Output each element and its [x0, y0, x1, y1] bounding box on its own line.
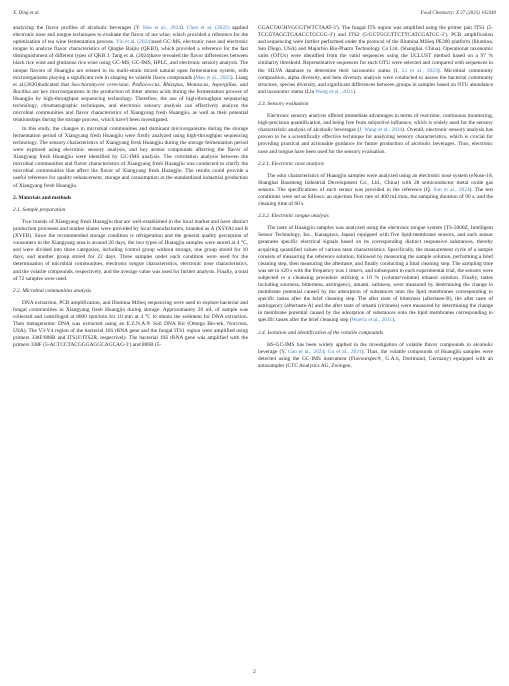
page-number: 2: [253, 669, 256, 675]
citation-link[interactable]: Chen et al. (2022): [186, 25, 230, 31]
subsection-title-electronic-nose: 2.3.1. Electronic nose analysis: [258, 160, 324, 167]
citation-link[interactable]: Li et al., 2023: [402, 67, 438, 74]
text-run: applied electronic nose and tongue techniques to evaluate the flavor of tea wine, which provided a reference for the optimization of tea wine fermentation process.: [13, 25, 249, 46]
intro-paragraph-2: In this study, the changes in microbial communities and dominant microorganisms during the storage fermentation period of Xiangyang fresh Huangjiu were firstly analyzed using high-throughput sequencing technology. The sensory characteristics of Xiangyang fresh Huangjiu during the storage fermentation period were explored using electronic sensory analysis, and key aroma compounds affecting the flavor of Xiangyang fresh Huangjiu were identified by GC-IMS analysis. The correlation analysis between the microbial communities and flavor characteristics of Xiangyang fresh Huangjiu was conducted to clarify the microbial communities that affect the flavor of Xiangyang fresh Huangjiu. The results could provide a useful reference for quality enhancement, storage and consumption in the standardized industrial production of Xiangyang fresh Huangjiu.: [13, 125, 248, 189]
citation-link[interactable]: Woertz et al., 2011: [351, 317, 393, 324]
citation-link[interactable]: Gao et al., 2024: [287, 348, 325, 355]
text-run: ). Overall, electronic sensory analysis has proven to be a scientifically effective technique for analyzing sensory characteristics, which is crucial for providing practical and actionable guidance for future production of alcoholic beverages. Thus, electronic nose and tongue have been used for the sensory evaluation.: [258, 127, 493, 155]
citation-link[interactable]: Hao et al., 2024: [142, 25, 182, 31]
primer-paragraph: [258, 25, 493, 96]
running-header-journal: Food Chemistry: X 27 (2025) 102340: [420, 11, 496, 16]
electronic-tongue-paragraph: [258, 225, 493, 324]
citation-link[interactable]: Sun et al., 2024: [433, 186, 470, 193]
text-run: The odor characteristics of Huangjiu samples were analyzed using an electronic nose system (eNose-18, Shanghai Baosheng Industrial Development Co., Ltd., China) with 28 semiconductor metal oxide gas sensors. The specifications of each sensor was provided in the reference (Q.: [258, 172, 493, 193]
subsection-title-microbial: 2.2. Microbial communities analysis: [13, 287, 92, 294]
electronic-nose-paragraph: [258, 173, 493, 208]
citation-link[interactable]: Mao et al., 2025: [195, 74, 231, 81]
running-header-authors: X. Ding et al.: [13, 11, 40, 16]
microbial-paragraph: DNA extraction, PCR amplification, and Illumina MiSeq sequencing were used to explore bacterial and fungal communities in Xiangyang fresh Huangjiu during storage. Approximately 20 mL of sample was collected and centrifuged at 8000 rpm/min for 10 min at 4 °C to obtain the sediment for DNA extraction. Then metagenomic DNA was extracted using an E.Z.N.A.® Soil DNA Kit (Omega Bio-tek, Norcross, USA). The V3-V4 region of the bacterial 16S rRNA gene and the fungal ITS1 region were amplified using primers 338F/806R and ITS1F/ITS2R, respectively. The bacterial 16S rRNA gene was amplified with the primers 338F (5-ACTCCTACGGGAGGCAGCAG-3′) and 806R (5-: [13, 299, 248, 349]
text-run: used GC-MS, electronic nose and electronic tongue to analyze flavor characteristics of Qingke Baijiu (QKBJ), which provided a reference for the fast distinguishment of different types of QKB J. Tang et al. (2024)have revealed the flavor differences between black rice wine and glutinous rice wine using GC-MS, GC-IMS, HPLC, and electronic sensory analysis. The unique flavors of Huangjiu are related to its multi-strain mixed natural open fermentation system, with microorganisms playing a significant role in shaping its volatile flavor compounds (: [13, 39, 248, 81]
text-run: ). Microbial community composition, alpha diversity, and beta diversity analysis were conducted to assess the bacterial community structure, species diversity, and significant differences between groups in samples based on OTU abundance and taxonomic status (Lin: [258, 67, 494, 95]
text-run: Electronic sensory analysis offered immediate advantages in terms of real-time, continuous monitoring, high-precision quantification, and being free from subjective influence, which is widely used for the sensory characteristic analysis of alcoholic beverages (: [258, 113, 493, 134]
text-run: GGACTACHVGGGTWTCTAAT-3′). The fungal ITS region was amplified using the primer pair ITS1 (5-TCCGTAGGTGAACCTGCGG-3′) and ITS2 (5-GCTGCGTTCTTCATCGATGC-3′). PCR amplification and sequencing were further performed under the protocol of the Illumina MiSeq PE300 platform (Illumina, San Diego, USA) and Majorbio Bio-Pharm Technology Co Ltd. (Shanghai, China). Operational taxonomic units (OTUs) were identified from the valid sequences using the UCLUST method based on a 97 % similarity threshold. Representative sequences for each OTU were selected and compared with sequences in the SILVA database to determine their taxonomic status (J.: [258, 25, 493, 74]
text-run: HS-GC-IMS has been widely applied in the investigation of volatile flavor compounds in alcoholic beverage (Y.: [258, 341, 493, 355]
subsection-title-electronic-tongue: 2.3.2. Electronic tongue analysis: [258, 213, 329, 220]
text-run: The taste of Huangjiu samples was analyzed using the electronic tongue system (TS-5000Z, Intelligent Sensor Technology, Inc., Kanagawa, Japan) equipped with five lipid-membrane sensors, and each sensor generates specific electrical signals based on its corresponding distinct responsive substances, thereby acquiring quantified values of various taste characteristics. Specifically, the measurement cycle of a sample consists of measuring the reference solution, followed by measuring the sample solution, performing a brief cleaning step, then measuring the aftertaste, and finally conducting a final cleaning step. The sampling time was set to 120 s with the frequency was 1 time/s, and subsequent to each experimental trial, the sensors were subjected to a cleansing procedure utilizing a 10 % (volume/volume) ethanol solution. Finally, tastes including sourness, bitterness, astringency, umami, saltiness, were measured by determining the change in membrane potential caused by the adsorption of substances onto the lipid membranes corresponding to specific tastes after the brief cleaning step. The after taste of bitterness (aftertaste-B), the after taste of astringency (aftertaste-A) and the after taste of umami (richness) were measured by determining the change in membrane potential caused by the adsorption of substances onto the lipid membranes corresponding to specific tastes after the brief cleaning step (: [258, 225, 493, 324]
citation-link[interactable]: Yin et al. (2024): [115, 39, 152, 46]
right-column: [258, 25, 493, 372]
text-run: ). Liang et al.(2020)indicated that: [13, 74, 248, 88]
text-run: are key microorganisms in the production of bitter amino acids during the fermentation process of Huangjiu by high-throughput sequencing technology. Therefore, the use of high-throughput sequencing technology, chromatographic techniques, and electronic sensory analysis can effectively analyze the microbial communities and flavor characteristics of Xiangyang fresh Huangjiu, as well as their potential relationships during the storage process, which have't been investigated.: [13, 88, 248, 124]
citation-link[interactable]: Wang et al., 2021: [315, 88, 354, 95]
text-run: analyzing the flavor profiles of alcoholic beverages (Y.: [13, 25, 143, 31]
citation-link[interactable]: Gu et al., 2021: [327, 348, 362, 355]
text-run: ).: [392, 317, 396, 324]
text-run: ). The test conditions were set as follows: an injection flow rate of 400 mL/min, the sampling duration of 90 s, and the cleaning time of 60 s.: [258, 186, 493, 208]
left-column: [13, 25, 248, 351]
intro-paragraph-1: [13, 25, 248, 124]
subsection-title-sample-preparation: 2.1. Sample preparation: [13, 206, 66, 213]
text-run: ).: [181, 25, 187, 31]
text-run: ;: [324, 348, 328, 355]
volatile-compounds-paragraph: [258, 342, 493, 370]
text-run: ). Thus, the volatile compounds of Huangjiu samples were detected using the GC-IMS instrument (Flavourspec®, G.A.S, Dortmund, Germany) equipped with an autosampler (CTC Analytics AG, Zwingen,: [258, 348, 493, 369]
sample-preparation-paragraph: Two brands of Xiangyang fresh Huangjiu that are well-established in the local market and have distinct production processes and market shares were provided by local manufacturers, branded as A (XYFA) and B (XYFB). Since the recommended storage condition is refrigeration and the general quality perception of consumers in the Xiangyang area is around 20 days, the two types of Huangjiu samples were stored at 4 °C, and were divided into three categories, including control group without storage, one group stored for 10 days, and another group stored for 22 days. Three samples under each condition were used for the determination of microbial communities, electronic tongue characteristics, electronic nose characteristics, and the volatile compounds, respectively, and the average value was used for further analysis. Finally, a total of 72 samples were used.: [13, 218, 248, 282]
citation-link[interactable]: J. Wang et al., 2024: [359, 127, 403, 134]
subsection-title-sensory: 2.3. Sensory evaluation: [258, 100, 309, 107]
text-run: ).: [353, 88, 357, 95]
sensory-paragraph: [258, 113, 493, 156]
section-title-materials-methods: 2. Materials and methods: [13, 194, 72, 201]
subsection-title-volatile-compounds: 2.4. Isolation and identification of the volatile compounds: [258, 329, 384, 336]
species-names: Saccharomyces cerevisiae, Pediococcus, Rhizopus, Monascus, Aspergillus, and Bacillus: [13, 81, 248, 95]
